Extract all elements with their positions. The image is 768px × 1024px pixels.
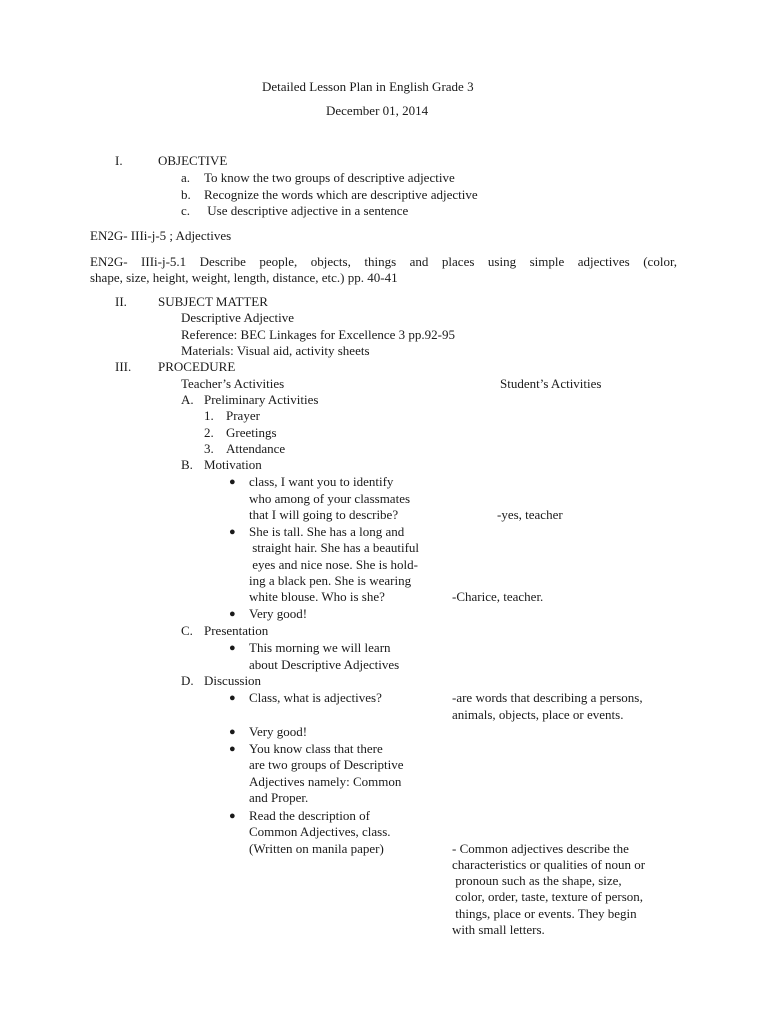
procedure-numeral: III. [115,359,132,374]
motivation-2-response: -Charice, teacher. [452,589,544,604]
objective-item-b: Recognize the words which are descriptive adjective [204,187,478,202]
motivation-2-line-3: eyes and nice nose. She is hold- [249,557,418,572]
bullet-icon: ● [229,476,236,488]
discussion-4-response-line-3: pronoun such as the shape, size, [452,873,622,888]
bullet-icon: ● [229,743,236,755]
motivation-1-line-3: that I will going to describe? [249,507,399,522]
objective-letter-b: b. [181,187,191,202]
discussion-4-response-line-1: - Common adjectives describe the [452,841,629,856]
prelim-num-2: 2. [204,425,214,440]
objective-item-a: To know the two groups of descriptive adjective [204,170,455,185]
discussion-1-text: Class, what is adjectives? [249,690,382,705]
motivation-1-line-2: who among of your classmates [249,491,411,506]
motivation-2-line-4: ing a black pen. She is wearing [249,573,412,588]
document-date: December 01, 2014 [326,103,429,118]
objective-letter-c: c. [181,203,191,218]
motivation-2-line-1: She is tall. She has a long and [249,524,405,539]
subject-matter-heading: SUBJECT MATTER [158,294,268,309]
presentation-line-2: about Descriptive Adjectives [249,657,400,672]
objective-heading: OBJECTIVE [158,153,228,168]
discussion-4-response-line-5: things, place or events. They begin [452,906,637,921]
procedure-heading: PROCEDURE [158,359,236,374]
competency-code: EN2G- IIIi-j-5 ; Adjectives [90,228,232,243]
motivation-1-response: -yes, teacher [497,507,563,522]
objective-numeral: I. [115,153,123,168]
section-b-heading: Motivation [204,457,262,472]
section-d-letter: D. [181,673,194,688]
discussion-4-response-line-6: with small letters. [452,922,545,937]
bullet-icon: ● [229,692,236,704]
presentation-line-1: This morning we will learn [249,640,391,655]
bullet-icon: ● [229,726,236,738]
document-title: Detailed Lesson Plan in English Grade 3 [262,79,474,94]
student-activities-header: Student’s Activities [500,376,602,391]
motivation-2-line-2: straight hair. She has a beautiful [249,540,420,555]
discussion-4-response-line-2: characteristics or qualities of noun or [452,857,646,872]
discussion-4-line-2: Common Adjectives, class. [249,824,391,839]
motivation-1-line-1: class, I want you to identify [249,474,394,489]
motivation-2-line-5: white blouse. Who is she? [249,589,385,604]
discussion-3-line-4: and Proper. [249,790,309,805]
prelim-item-prayer: Prayer [226,408,260,423]
objective-item-c: Use descriptive adjective in a sentence [204,203,409,218]
section-b-letter: B. [181,457,193,472]
section-c-heading: Presentation [204,623,269,638]
objective-letter-a: a. [181,170,191,185]
subject-matter-topic: Descriptive Adjective [181,310,294,325]
discussion-4-line-3: (Written on manila paper) [249,841,384,856]
teacher-activities-header: Teacher’s Activities [181,376,285,391]
discussion-4-response-line-4: color, order, taste, texture of person, [452,889,644,904]
section-a-heading: Preliminary Activities [204,392,319,407]
bullet-icon: ● [229,526,236,538]
prelim-num-1: 1. [204,408,214,423]
section-c-letter: C. [181,623,193,638]
subject-matter-numeral: II. [115,294,127,309]
prelim-item-attendance: Attendance [226,441,286,456]
bullet-icon: ● [229,810,236,822]
discussion-1-response-line-2: animals, objects, place or events. [452,707,624,722]
motivation-3-text: Very good! [249,606,308,621]
bullet-icon: ● [229,642,236,654]
discussion-1-response-line-1: -are words that describing a persons, [452,690,643,705]
discussion-3-line-3: Adjectives namely: Common [249,774,402,789]
discussion-3-line-2: are two groups of Descriptive [249,757,404,772]
section-d-heading: Discussion [204,673,262,688]
bullet-icon: ● [229,608,236,620]
discussion-2-text: Very good! [249,724,308,739]
prelim-num-3: 3. [204,441,214,456]
subject-matter-materials: Materials: Visual aid, activity sheets [181,343,370,358]
section-a-letter: A. [181,392,194,407]
prelim-item-greetings: Greetings [226,425,277,440]
discussion-4-line-1: Read the description of [249,808,370,823]
subject-matter-reference: Reference: BEC Linkages for Excellence 3 pp.92-95 [181,327,455,342]
competency-description-line1: EN2G- IIIi-j-5.1 Describe people, objects, things and places using simple adjectives (color, [90,254,677,269]
discussion-3-line-1: You know class that there [249,741,383,756]
competency-description-line2: shape, size, height, weight, length, distance, etc.) pp. 40-41 [90,270,398,285]
